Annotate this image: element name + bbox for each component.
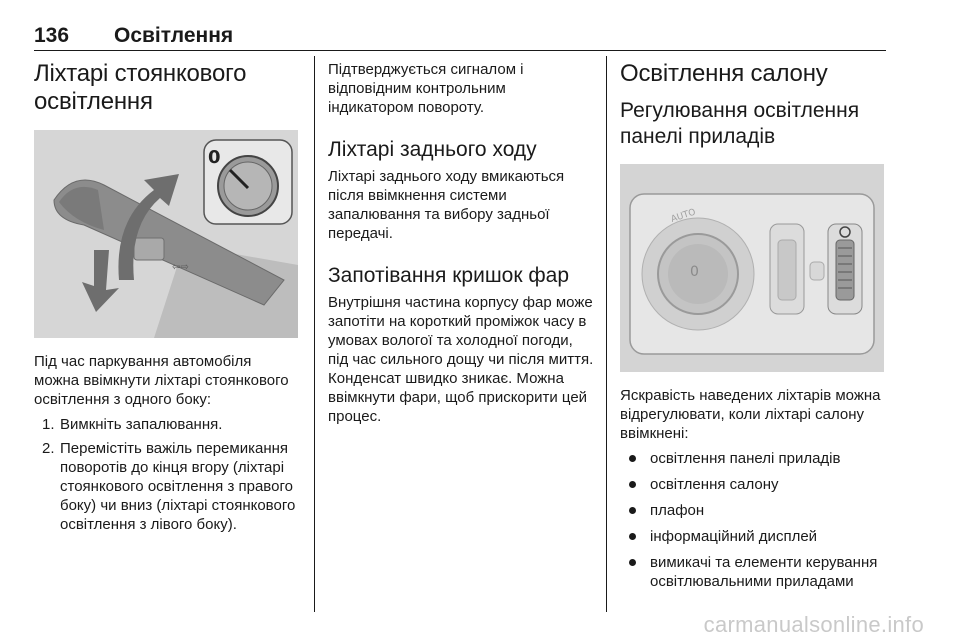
watermark: carmanualsonline.info bbox=[703, 612, 924, 637]
section-heading-interior-lighting: Освітлення салону bbox=[620, 60, 828, 87]
parking-lights-steps bbox=[34, 415, 300, 534]
section-heading-reverse-lights: Ліхтарі заднього ходу bbox=[328, 138, 537, 161]
turn-signal-lever-illustration bbox=[34, 130, 298, 338]
page-title: Освітлення bbox=[114, 24, 234, 47]
section-heading-headlight-fogging: Запотівання кришок фар bbox=[328, 264, 570, 287]
light-switch-panel-illustration bbox=[620, 164, 884, 372]
bullet-icon bbox=[629, 533, 636, 540]
confirmation-text: Підтверджується сигналом і відповідним контрольним індикатором повороту. bbox=[328, 61, 524, 116]
list-item: 1. Вимкніть запалювання. bbox=[42, 416, 223, 433]
list-item: плафон bbox=[620, 501, 888, 520]
section-heading-parking-lights: Ліхтарі стоянкового освітлення bbox=[34, 60, 247, 115]
list-item: 2. Перемістіть важіль перемикання поворотів до кінця вгору (ліхтарі стоянкового освітлення з правого боку) чи вниз (ліхтарі стоянкового освітлення з лівого боку). bbox=[42, 440, 296, 533]
list-item: освітлення салону bbox=[620, 475, 888, 494]
figure-label-zero: 0 bbox=[208, 147, 221, 168]
parking-lights-intro: Під час паркування автомобіля можна ввімкнути ліхтарі стоянкового освітлення з одного боку: bbox=[34, 353, 289, 408]
page-number: 136 bbox=[34, 24, 70, 47]
column-reverse-and-fog bbox=[328, 60, 594, 426]
illumination-list bbox=[620, 449, 888, 591]
figure-label-auto: AUTO bbox=[669, 207, 698, 225]
brightness-intro: Яскравість наведених ліхтарів можна відрегулювати, коли ліхтарі салону ввімкнені: bbox=[620, 387, 881, 442]
bullet-icon bbox=[629, 559, 636, 566]
bullet-icon bbox=[629, 481, 636, 488]
bullet-icon bbox=[629, 507, 636, 514]
column-divider bbox=[314, 56, 315, 612]
figure-label-off: 0 bbox=[690, 264, 699, 280]
column-interior-lighting bbox=[620, 60, 888, 598]
svg-text:⇦⇨: ⇦⇨ bbox=[172, 262, 189, 273]
list-item: вимикачі та елементи керування освітлювальними приладами bbox=[620, 553, 888, 591]
column-divider bbox=[606, 56, 607, 612]
subheading-instrument-illumination: Регулювання освітлення панелі приладів bbox=[620, 99, 860, 148]
reverse-lights-text: Ліхтарі заднього ходу вмикаються після ввімкнення системи запалювання та вибору задньої передачі. bbox=[328, 168, 565, 242]
headlight-fogging-text: Внутрішня частина корпусу фар може запотіти на короткий проміжок часу в умовах вологої та холодної погоди, під час сильного дощу чи після миття. Конденсат швидко зникає. Можна ввімкнути фари, щоб прискорити цей процес. bbox=[328, 294, 594, 425]
column-parking-lights bbox=[34, 60, 300, 539]
list-item: інформаційний дисплей bbox=[620, 527, 888, 546]
bullet-icon bbox=[629, 455, 636, 462]
list-item: освітлення панелі приладів bbox=[620, 449, 888, 468]
page-header bbox=[34, 22, 886, 51]
